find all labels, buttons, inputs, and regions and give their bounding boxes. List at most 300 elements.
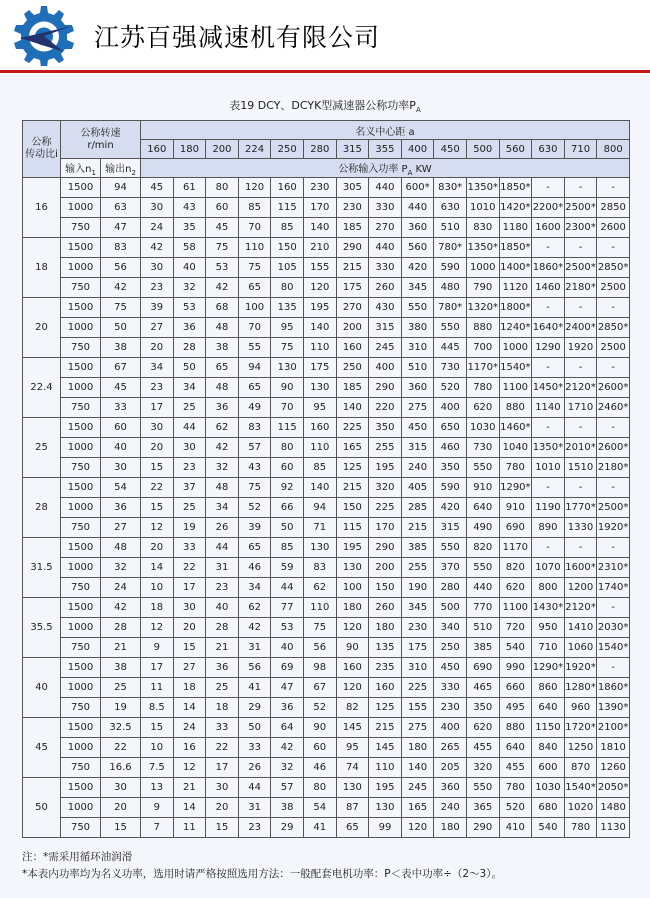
power-cell: 490 (466, 518, 499, 538)
table-row (23, 458, 630, 478)
output-speed-cell: 28 (101, 618, 141, 638)
power-cell: 1420* (499, 198, 532, 218)
power-cell: 1190 (532, 498, 565, 518)
power-cell: - (564, 238, 597, 258)
power-cell: 115 (336, 518, 369, 538)
power-cell: 195 (369, 778, 402, 798)
power-cell: 1600 (532, 218, 565, 238)
power-cell: 50 (271, 518, 304, 538)
power-cell: 26 (238, 758, 271, 778)
power-cell: 410 (499, 818, 532, 838)
power-cell: 2500 (597, 338, 630, 358)
power-cell: 240 (401, 458, 434, 478)
power-cell: 22 (206, 738, 239, 758)
ratio-cell: 50 (23, 778, 61, 838)
power-cell: - (532, 358, 565, 378)
power-cell: 110 (303, 598, 336, 618)
power-cell: 185 (336, 218, 369, 238)
output-speed-cell: 27 (101, 518, 141, 538)
center-distance-cell: 160 (141, 140, 174, 159)
power-cell: 11 (141, 678, 174, 698)
power-cell: 160 (369, 678, 402, 698)
power-cell: 350 (369, 418, 402, 438)
power-cell: 1350* (466, 178, 499, 198)
power-cell: 250 (434, 638, 467, 658)
power-cell: 640 (466, 498, 499, 518)
power-cell: 510 (434, 218, 467, 238)
power-cell: - (532, 538, 565, 558)
power-cell: 77 (271, 598, 304, 618)
power-cell: 32 (206, 458, 239, 478)
power-cell: 350 (466, 698, 499, 718)
power-cell: 69 (271, 658, 304, 678)
power-cell: 65 (206, 358, 239, 378)
power-cell: 18 (141, 598, 174, 618)
power-cell: 140 (303, 478, 336, 498)
center-distance-cell: 710 (564, 140, 597, 159)
power-cell: 110 (303, 438, 336, 458)
power-cell: 1860* (532, 258, 565, 278)
power-cell: 120 (238, 178, 271, 198)
power-cell: 1480 (597, 798, 630, 818)
power-cell: 75 (238, 478, 271, 498)
center-distance-cell: 560 (499, 140, 532, 159)
ratio-cell: 16 (23, 178, 61, 238)
power-cell: 1140 (532, 398, 565, 418)
power-cell: 48 (206, 318, 239, 338)
input-speed-cell: 1000 (61, 558, 101, 578)
power-cell: 1850* (499, 178, 532, 198)
power-cell: 60 (303, 738, 336, 758)
power-cell: 43 (173, 198, 206, 218)
power-cell: 180 (401, 738, 434, 758)
power-cell: 910 (499, 498, 532, 518)
power-cell: 265 (434, 738, 467, 758)
power-cell: 345 (401, 278, 434, 298)
power-cell: 210 (303, 238, 336, 258)
power-cell: 35 (173, 218, 206, 238)
power-cell: 1800* (499, 298, 532, 318)
power-cell: 1250 (564, 738, 597, 758)
power-cell: 1350* (466, 238, 499, 258)
power-cell: 385 (466, 638, 499, 658)
power-cell: 23 (141, 378, 174, 398)
table-row (23, 658, 630, 678)
power-cell: 445 (434, 338, 467, 358)
power-cell: 71 (303, 518, 336, 538)
power-cell: 8.5 (141, 698, 174, 718)
power-cell: 2500 (597, 278, 630, 298)
power-cell: 39 (238, 518, 271, 538)
power-cell: 85 (271, 218, 304, 238)
output-speed-cell: 19 (101, 698, 141, 718)
power-cell: 710 (532, 638, 565, 658)
power-cell: 42 (206, 438, 239, 458)
power-cell: 68 (206, 298, 239, 318)
power-cell: 730 (434, 358, 467, 378)
power-cell: 830* (434, 178, 467, 198)
power-cell: 58 (173, 238, 206, 258)
table-row (23, 298, 630, 318)
power-cell: 30 (141, 198, 174, 218)
power-cell: 315 (369, 318, 402, 338)
power-cell: 120 (336, 618, 369, 638)
power-cell: 1460 (532, 278, 565, 298)
power-cell: 54 (303, 798, 336, 818)
input-speed-cell: 1000 (61, 618, 101, 638)
power-cell: 74 (336, 758, 369, 778)
power-cell: 43 (238, 458, 271, 478)
power-cell: 1130 (597, 818, 630, 838)
power-cell: 380 (401, 318, 434, 338)
power-cell: 42 (141, 238, 174, 258)
power-cell: 1640* (532, 318, 565, 338)
power-cell: 2310* (597, 558, 630, 578)
power-cell: 2010* (564, 438, 597, 458)
power-cell: 82 (336, 698, 369, 718)
center-distance-header: 名义中心距 a (141, 121, 630, 140)
power-cell: 135 (369, 638, 402, 658)
power-cell: - (532, 298, 565, 318)
output-speed-cell: 47 (101, 218, 141, 238)
power-cell: 200 (369, 558, 402, 578)
power-cell: 94 (303, 498, 336, 518)
output-speed-cell: 48 (101, 538, 141, 558)
power-cell: - (564, 358, 597, 378)
power-cell: 60 (271, 458, 304, 478)
power-cell: 100 (336, 578, 369, 598)
output-speed-cell: 50 (101, 318, 141, 338)
power-cell: - (532, 418, 565, 438)
power-cell: 330 (434, 678, 467, 698)
input-speed-cell: 1000 (61, 438, 101, 458)
power-cell: 455 (499, 758, 532, 778)
input-speed-cell: 750 (61, 338, 101, 358)
power-cell: 550 (466, 558, 499, 578)
output-speed-cell: 20 (101, 798, 141, 818)
table-row (23, 238, 630, 258)
power-cell: 175 (401, 638, 434, 658)
power-cell: 520 (499, 798, 532, 818)
power-cell: - (597, 238, 630, 258)
power-cell: 42 (206, 278, 239, 298)
table-row (23, 278, 630, 298)
output-speed-cell: 63 (101, 198, 141, 218)
power-cell: 310 (401, 338, 434, 358)
power-cell: 550 (466, 778, 499, 798)
speed-header: 公称转速 r/min (61, 121, 141, 159)
power-cell: 150 (271, 238, 304, 258)
power-cell: 46 (238, 558, 271, 578)
power-cell: 255 (369, 438, 402, 458)
power-cell: 34 (141, 358, 174, 378)
power-cell: 320 (466, 758, 499, 778)
table-row (23, 758, 630, 778)
power-cell: 500 (434, 598, 467, 618)
power-cell: 62 (303, 578, 336, 598)
power-cell: 440 (369, 178, 402, 198)
power-cell: 650 (434, 418, 467, 438)
power-cell: 2030* (597, 618, 630, 638)
power-cell: - (597, 358, 630, 378)
input-speed-cell: 1500 (61, 658, 101, 678)
power-cell: 120 (336, 678, 369, 698)
power-cell: 14 (173, 698, 206, 718)
power-cell: 115 (271, 198, 304, 218)
power-cell: 170 (303, 198, 336, 218)
power-cell: 215 (401, 518, 434, 538)
power-cell: 600* (401, 178, 434, 198)
center-distance-cell: 224 (238, 140, 271, 159)
power-cell: 440 (401, 198, 434, 218)
power-cell: 2500* (564, 258, 597, 278)
input-speed-cell: 1000 (61, 798, 101, 818)
power-cell: 275 (401, 398, 434, 418)
power-cell: 780 (466, 378, 499, 398)
power-cell: 61 (173, 178, 206, 198)
power-cell: 1010 (532, 458, 565, 478)
power-cell: 450 (434, 658, 467, 678)
note-lubrication: 注：*需采用循环油润滑 (22, 851, 133, 863)
power-cell: 780 (564, 818, 597, 838)
power-cell: 275 (401, 718, 434, 738)
power-cell: 18 (206, 698, 239, 718)
power-cell: 195 (336, 538, 369, 558)
output-speed-cell: 40 (101, 438, 141, 458)
power-cell: 50 (173, 358, 206, 378)
power-cell: 860 (532, 678, 565, 698)
power-cell: - (564, 538, 597, 558)
power-cell: 17 (206, 758, 239, 778)
power-cell: 200 (336, 318, 369, 338)
power-cell: 420 (401, 258, 434, 278)
power-cell: 49 (238, 398, 271, 418)
power-cell: 320 (369, 478, 402, 498)
power-cell: 55 (238, 338, 271, 358)
input-speed-cell: 1000 (61, 678, 101, 698)
power-cell: 48 (206, 378, 239, 398)
power-cell: 12 (173, 758, 206, 778)
power-cell: 1290* (499, 478, 532, 498)
power-cell: 24 (141, 218, 174, 238)
output-speed-cell: 42 (101, 278, 141, 298)
input-speed-cell: 1500 (61, 778, 101, 798)
company-name: 江苏百强减速机有限公司 (94, 23, 381, 52)
power-cell: 910 (466, 478, 499, 498)
power-cell: 85 (271, 538, 304, 558)
table-row (23, 598, 630, 618)
input-speed-cell: 750 (61, 698, 101, 718)
power-cell: 33 (206, 718, 239, 738)
power-cell: 95 (271, 318, 304, 338)
power-cell: 640 (499, 738, 532, 758)
power-cell: 1320* (466, 298, 499, 318)
output-speed-cell: 38 (101, 658, 141, 678)
power-cell: 880 (499, 398, 532, 418)
power-cell: 590 (434, 258, 467, 278)
power-cell: - (532, 238, 565, 258)
center-distance-cell: 355 (369, 140, 402, 159)
center-distance-cell: 250 (271, 140, 304, 159)
power-cell: 465 (466, 678, 499, 698)
power-cell: 960 (564, 698, 597, 718)
power-cell: 290 (336, 238, 369, 258)
power-cell: 34 (238, 578, 271, 598)
output-speed-cell: 45 (101, 378, 141, 398)
input-speed-cell: 1500 (61, 358, 101, 378)
power-cell: 990 (499, 658, 532, 678)
power-cell: 890 (532, 518, 565, 538)
table-row (23, 738, 630, 758)
power-cell: 290 (466, 818, 499, 838)
power-cell: 290 (369, 538, 402, 558)
table-row (23, 578, 630, 598)
power-cell: 560 (401, 238, 434, 258)
power-cell: 205 (434, 758, 467, 778)
power-cell: 820 (499, 558, 532, 578)
power-cell: 23 (173, 458, 206, 478)
power-cell: 260 (369, 598, 402, 618)
input-speed-cell: 750 (61, 638, 101, 658)
power-cell: 53 (206, 258, 239, 278)
power-cell: 130 (271, 358, 304, 378)
power-cell: 27 (141, 318, 174, 338)
power-cell: 66 (271, 498, 304, 518)
power-cell: 21 (173, 778, 206, 798)
power-cell: 260 (369, 278, 402, 298)
power-cell: 950 (532, 618, 565, 638)
power-cell: 510 (466, 618, 499, 638)
power-cell: 480 (434, 278, 467, 298)
power-cell: 33 (238, 738, 271, 758)
power-cell: 790 (466, 278, 499, 298)
table-row (23, 478, 630, 498)
power-cell: 120 (303, 278, 336, 298)
table-row (23, 338, 630, 358)
input-speed-cell: 750 (61, 758, 101, 778)
input-speed-cell: 1500 (61, 178, 101, 198)
power-cell: 27 (173, 658, 206, 678)
power-cell: 400 (369, 358, 402, 378)
power-cell: 150 (369, 578, 402, 598)
power-cell: 285 (401, 498, 434, 518)
site-header (0, 0, 650, 74)
power-cell: 25 (173, 398, 206, 418)
table-row (23, 538, 630, 558)
power-cell: 700 (466, 338, 499, 358)
power-cell: 215 (369, 718, 402, 738)
power-cell: 15 (141, 458, 174, 478)
power-cell: 1430* (532, 598, 565, 618)
output-speed-cell: 15 (101, 818, 141, 838)
power-cell: 235 (369, 658, 402, 678)
power-cell: 30 (141, 418, 174, 438)
power-cell: 550 (466, 458, 499, 478)
power-cell: 41 (238, 678, 271, 698)
power-cell: 440 (466, 578, 499, 598)
power-cell: 75 (303, 618, 336, 638)
power-cell: 50 (238, 718, 271, 738)
power-cell: 780* (434, 238, 467, 258)
power-cell: 145 (369, 738, 402, 758)
table-row (23, 678, 630, 698)
input-speed-cell: 1000 (61, 378, 101, 398)
power-cell: 1920 (564, 338, 597, 358)
power-cell: 62 (238, 598, 271, 618)
power-cell: 1070 (532, 558, 565, 578)
output-speed-cell: 24 (101, 578, 141, 598)
power-cell: 67 (303, 678, 336, 698)
power-cell: 1540* (564, 778, 597, 798)
output-speed-cell: 67 (101, 358, 141, 378)
power-cell: 80 (271, 278, 304, 298)
power-cell: 880 (499, 718, 532, 738)
power-cell: 18 (173, 678, 206, 698)
power-cell: 65 (336, 818, 369, 838)
power-cell: 21 (206, 638, 239, 658)
power-cell: 12 (141, 618, 174, 638)
power-cell: 44 (271, 578, 304, 598)
power-cell: 270 (336, 298, 369, 318)
power-cell: 820 (466, 538, 499, 558)
power-cell: 360 (401, 218, 434, 238)
power-cell: 520 (434, 378, 467, 398)
power-cell: 160 (303, 418, 336, 438)
power-cell: 690 (466, 658, 499, 678)
power-cell: 41 (303, 818, 336, 838)
power-cell: 20 (173, 618, 206, 638)
power-cell: 36 (206, 658, 239, 678)
power-cell: 190 (401, 578, 434, 598)
table-row (23, 198, 630, 218)
power-cell: 2460* (597, 398, 630, 418)
power-cell: 215 (336, 258, 369, 278)
power-cell: 130 (336, 558, 369, 578)
power-cell: 720 (499, 618, 532, 638)
power-cell: 44 (238, 778, 271, 798)
power-cell: 14 (141, 558, 174, 578)
power-cell: 1720* (564, 718, 597, 738)
power-cell: 245 (401, 778, 434, 798)
power-cell: 1510 (564, 458, 597, 478)
power-cell: 1540* (597, 638, 630, 658)
power-cell: 140 (401, 758, 434, 778)
power-cell: 2400* (564, 318, 597, 338)
input-speed-cell: 1000 (61, 258, 101, 278)
center-distance-cell: 630 (532, 140, 565, 159)
power-cell: 125 (369, 698, 402, 718)
power-cell: 780* (434, 298, 467, 318)
input-speed-cell: 1500 (61, 718, 101, 738)
power-cell: 40 (173, 258, 206, 278)
power-cell: 11 (173, 818, 206, 838)
power-cell: 28 (173, 338, 206, 358)
power-cell: 270 (369, 218, 402, 238)
power-cell: 460 (434, 438, 467, 458)
power-cell: 2500* (564, 198, 597, 218)
ratio-cell: 31.5 (23, 538, 61, 598)
power-cell: 160 (336, 658, 369, 678)
table-row (23, 558, 630, 578)
power-cell: 1010 (466, 198, 499, 218)
power-cell: 29 (271, 818, 304, 838)
power-cell: 1540* (499, 358, 532, 378)
power-cell: 92 (271, 478, 304, 498)
center-distance-cell: 280 (303, 140, 336, 159)
ratio-cell: 25 (23, 418, 61, 478)
center-distance-cell: 500 (466, 140, 499, 159)
power-cell: 2600* (597, 378, 630, 398)
